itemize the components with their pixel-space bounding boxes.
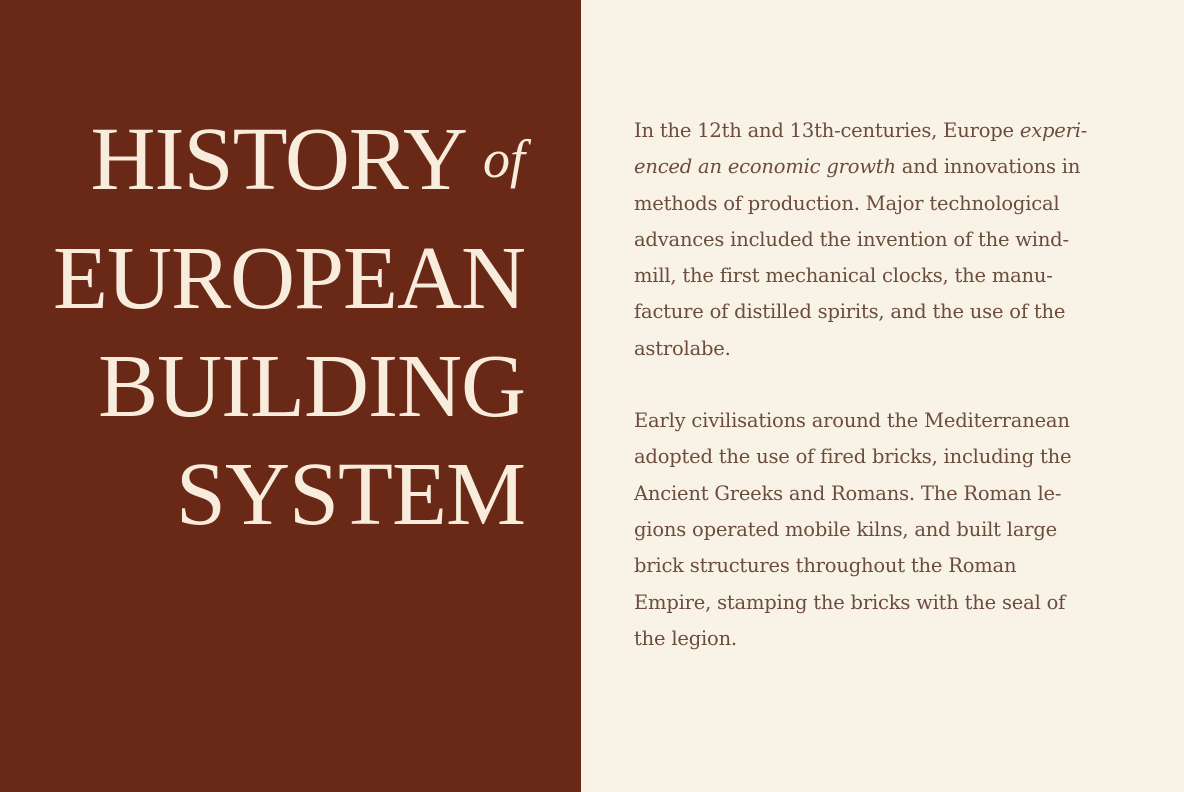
text-line: Empire, stamping the bricks with the seal of xyxy=(634,590,1066,614)
page-title xyxy=(53,106,525,549)
text-line xyxy=(634,149,1134,185)
title-connector: of xyxy=(482,129,525,189)
text-run: In the 12th and 13th-centuries, Europe xyxy=(634,119,1020,142)
title-line-4: SYSTEM xyxy=(175,445,525,544)
text-line: methods of production. Major technological xyxy=(634,191,1060,215)
paragraph-1 xyxy=(634,113,1134,367)
text-line: brick structures throughout the Roman xyxy=(634,554,1017,578)
title-word-history: HISTORY xyxy=(90,110,467,209)
emphasis-text: experi- xyxy=(1019,119,1088,142)
title-line-1 xyxy=(53,106,525,225)
text-line: astrolabe. xyxy=(634,336,731,360)
emphasis-text: enced an economic growth xyxy=(634,155,896,179)
text-line: adopted the use of fired bricks, including the xyxy=(634,445,1072,469)
text-run: and innovations in xyxy=(895,155,1081,179)
title-line-3: BUILDING xyxy=(98,337,525,436)
text-line: Early civilisations around the Mediterranean xyxy=(634,409,1070,433)
text-line: Ancient Greeks and Romans. The Roman le- xyxy=(634,481,1062,505)
text-line: the legion. xyxy=(634,626,737,650)
text-line xyxy=(634,113,1134,149)
text-line: facture of distilled spirits, and the use of the xyxy=(634,300,1066,324)
text-line: gions operated mobile kilns, and built large xyxy=(634,517,1057,541)
text-line: mill, the first mechanical clocks, the manu- xyxy=(634,264,1053,288)
paragraph-2 xyxy=(634,403,1134,657)
title-line-2: EUROPEAN xyxy=(52,229,525,328)
title-panel xyxy=(0,0,581,792)
body-text xyxy=(634,113,1134,657)
text-line: advances included the invention of the wind- xyxy=(634,227,1069,251)
